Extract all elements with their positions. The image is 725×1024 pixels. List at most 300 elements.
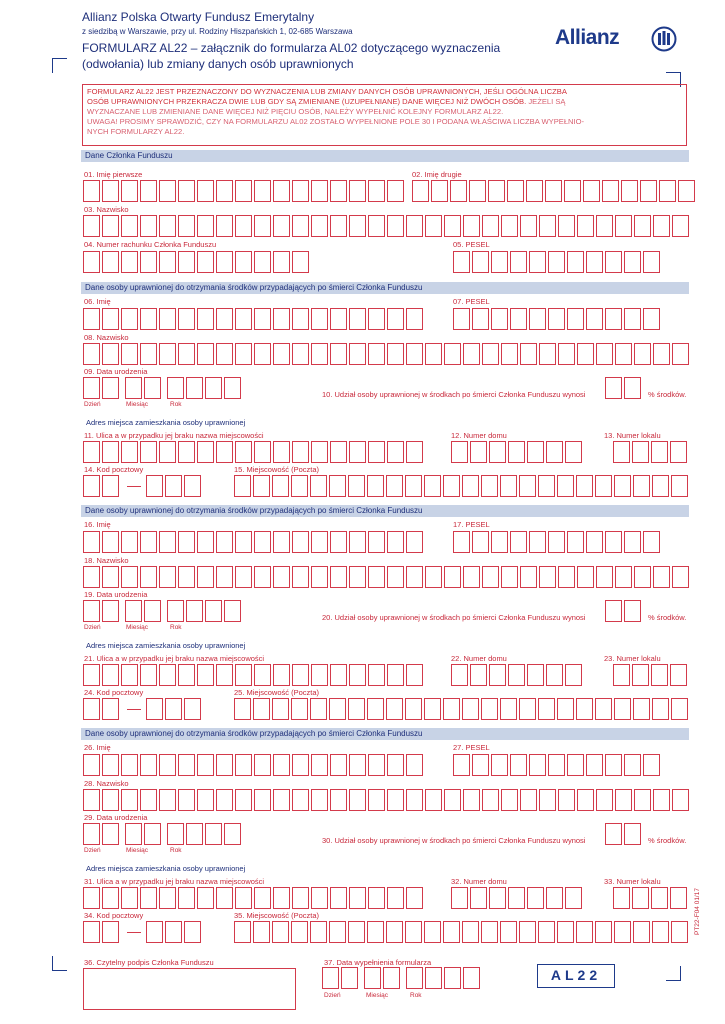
char-box[interactable] [586, 251, 603, 273]
char-box[interactable] [329, 475, 346, 497]
char-box[interactable] [406, 343, 423, 365]
char-box[interactable] [83, 754, 100, 776]
char-box[interactable] [577, 566, 594, 588]
char-box[interactable] [311, 789, 328, 811]
char-box[interactable] [349, 441, 366, 463]
char-box[interactable] [349, 343, 366, 365]
char-box[interactable] [102, 698, 119, 720]
char-box[interactable] [653, 343, 670, 365]
char-box[interactable] [235, 566, 252, 588]
char-box[interactable] [615, 789, 632, 811]
char-box[interactable] [431, 180, 448, 202]
char-box[interactable] [624, 377, 641, 399]
char-box[interactable] [567, 754, 584, 776]
char-box[interactable] [273, 566, 290, 588]
char-box[interactable] [501, 789, 518, 811]
char-box[interactable] [527, 887, 544, 909]
char-box[interactable] [292, 308, 309, 330]
char-box[interactable] [670, 887, 687, 909]
char-box[interactable] [216, 887, 233, 909]
beneficiary-birth-date-boxes[interactable] [83, 377, 243, 399]
char-box[interactable] [254, 789, 271, 811]
char-box[interactable] [310, 475, 327, 497]
char-box[interactable] [519, 475, 536, 497]
char-box[interactable] [614, 921, 631, 943]
char-box[interactable] [539, 215, 556, 237]
char-box[interactable] [406, 754, 423, 776]
char-box[interactable] [643, 308, 660, 330]
char-box[interactable] [165, 698, 182, 720]
char-box[interactable] [565, 664, 582, 686]
char-box[interactable] [83, 921, 100, 943]
char-box[interactable] [539, 566, 556, 588]
char-box[interactable] [405, 475, 422, 497]
char-box[interactable] [614, 698, 631, 720]
char-box[interactable] [368, 887, 385, 909]
beneficiary-surname-boxes[interactable] [83, 566, 691, 588]
char-box[interactable] [349, 566, 366, 588]
char-box[interactable] [565, 441, 582, 463]
char-box[interactable] [216, 789, 233, 811]
char-box[interactable] [254, 180, 271, 202]
char-box[interactable] [121, 343, 138, 365]
char-box[interactable] [178, 887, 195, 909]
char-box[interactable] [424, 698, 441, 720]
char-box[interactable] [167, 823, 184, 845]
beneficiary-surname-boxes[interactable] [83, 343, 691, 365]
char-box[interactable] [140, 441, 157, 463]
char-box[interactable] [643, 754, 660, 776]
char-box[interactable] [235, 754, 252, 776]
char-box[interactable] [539, 789, 556, 811]
char-box[interactable] [83, 531, 100, 553]
char-box[interactable] [216, 180, 233, 202]
char-box[interactable] [671, 698, 688, 720]
char-box[interactable] [529, 531, 546, 553]
char-box[interactable] [292, 180, 309, 202]
char-box[interactable] [453, 531, 470, 553]
char-box[interactable] [634, 789, 651, 811]
char-box[interactable] [234, 698, 251, 720]
char-box[interactable] [387, 664, 404, 686]
char-box[interactable] [102, 789, 119, 811]
char-box[interactable] [564, 180, 581, 202]
char-box[interactable] [254, 754, 271, 776]
char-box[interactable] [406, 308, 423, 330]
city-boxes[interactable] [234, 698, 690, 720]
char-box[interactable] [125, 823, 142, 845]
char-box[interactable] [102, 754, 119, 776]
char-box[interactable] [140, 664, 157, 686]
char-box[interactable] [197, 754, 214, 776]
char-box[interactable] [472, 754, 489, 776]
char-box[interactable] [538, 921, 555, 943]
char-box[interactable] [102, 600, 119, 622]
char-box[interactable] [510, 531, 527, 553]
char-box[interactable] [178, 215, 195, 237]
char-box[interactable] [235, 308, 252, 330]
char-box[interactable] [121, 566, 138, 588]
char-box[interactable] [159, 664, 176, 686]
char-box[interactable] [273, 251, 290, 273]
char-box[interactable] [146, 921, 163, 943]
char-box[interactable] [234, 921, 251, 943]
char-box[interactable] [272, 475, 289, 497]
beneficiary-birth-date-boxes[interactable] [83, 600, 243, 622]
char-box[interactable] [216, 754, 233, 776]
char-box[interactable] [444, 566, 461, 588]
char-box[interactable] [624, 823, 641, 845]
char-box[interactable] [453, 754, 470, 776]
char-box[interactable] [510, 251, 527, 273]
char-box[interactable] [102, 475, 119, 497]
char-box[interactable] [292, 343, 309, 365]
char-box[interactable] [197, 441, 214, 463]
char-box[interactable] [159, 343, 176, 365]
char-box[interactable] [311, 531, 328, 553]
char-box[interactable] [254, 887, 271, 909]
char-box[interactable] [291, 475, 308, 497]
char-box[interactable] [558, 566, 575, 588]
char-box[interactable] [330, 664, 347, 686]
signature-field[interactable] [83, 968, 296, 1010]
char-box[interactable] [444, 967, 461, 989]
char-box[interactable] [406, 967, 423, 989]
char-box[interactable] [254, 308, 271, 330]
char-box[interactable] [330, 180, 347, 202]
char-box[interactable] [500, 698, 517, 720]
street-boxes[interactable] [83, 887, 425, 909]
char-box[interactable] [349, 887, 366, 909]
beneficiary-birth-date-boxes[interactable] [83, 823, 243, 845]
char-box[interactable] [527, 664, 544, 686]
char-box[interactable] [451, 664, 468, 686]
postal-code-part1-boxes[interactable] [83, 475, 121, 497]
char-box[interactable] [292, 664, 309, 686]
char-box[interactable] [501, 566, 518, 588]
char-box[interactable] [234, 475, 251, 497]
char-box[interactable] [330, 215, 347, 237]
char-box[interactable] [412, 180, 429, 202]
char-box[interactable] [235, 664, 252, 686]
char-box[interactable] [387, 887, 404, 909]
char-box[interactable] [529, 754, 546, 776]
char-box[interactable] [387, 754, 404, 776]
char-box[interactable] [311, 343, 328, 365]
char-box[interactable] [651, 441, 668, 463]
char-box[interactable] [292, 754, 309, 776]
char-box[interactable] [557, 475, 574, 497]
char-box[interactable] [83, 566, 100, 588]
second-name-boxes[interactable] [412, 180, 697, 202]
char-box[interactable] [368, 308, 385, 330]
char-box[interactable] [368, 754, 385, 776]
char-box[interactable] [102, 887, 119, 909]
char-box[interactable] [330, 308, 347, 330]
char-box[interactable] [330, 441, 347, 463]
char-box[interactable] [349, 531, 366, 553]
char-box[interactable] [501, 215, 518, 237]
char-box[interactable] [329, 698, 346, 720]
char-box[interactable] [235, 789, 252, 811]
char-box[interactable] [368, 441, 385, 463]
char-box[interactable] [614, 475, 631, 497]
char-box[interactable] [348, 921, 365, 943]
char-box[interactable] [216, 531, 233, 553]
char-box[interactable] [83, 698, 100, 720]
char-box[interactable] [330, 887, 347, 909]
char-box[interactable] [546, 441, 563, 463]
char-box[interactable] [387, 215, 404, 237]
char-box[interactable] [368, 566, 385, 588]
char-box[interactable] [613, 664, 630, 686]
char-box[interactable] [481, 475, 498, 497]
char-box[interactable] [406, 789, 423, 811]
flat-number-boxes[interactable] [613, 441, 689, 463]
char-box[interactable] [526, 180, 543, 202]
beneficiary-first-name-boxes[interactable] [83, 754, 425, 776]
char-box[interactable] [659, 180, 676, 202]
char-box[interactable] [273, 343, 290, 365]
char-box[interactable] [671, 921, 688, 943]
char-box[interactable] [292, 789, 309, 811]
char-box[interactable] [159, 754, 176, 776]
char-box[interactable] [144, 377, 161, 399]
char-box[interactable] [165, 921, 182, 943]
char-box[interactable] [488, 180, 505, 202]
house-number-boxes[interactable] [451, 887, 584, 909]
char-box[interactable] [577, 343, 594, 365]
char-box[interactable] [140, 251, 157, 273]
char-box[interactable] [167, 377, 184, 399]
char-box[interactable] [197, 664, 214, 686]
char-box[interactable] [349, 754, 366, 776]
flat-number-boxes[interactable] [613, 664, 689, 686]
char-box[interactable] [273, 441, 290, 463]
char-box[interactable] [596, 343, 613, 365]
char-box[interactable] [491, 308, 508, 330]
char-box[interactable] [368, 215, 385, 237]
char-box[interactable] [557, 698, 574, 720]
char-box[interactable] [508, 887, 525, 909]
char-box[interactable] [652, 698, 669, 720]
char-box[interactable] [178, 343, 195, 365]
char-box[interactable] [489, 441, 506, 463]
fill-date-boxes[interactable] [322, 967, 482, 989]
char-box[interactable] [576, 698, 593, 720]
char-box[interactable] [508, 664, 525, 686]
char-box[interactable] [520, 343, 537, 365]
char-box[interactable] [678, 180, 695, 202]
char-box[interactable] [349, 215, 366, 237]
char-box[interactable] [470, 887, 487, 909]
char-box[interactable] [387, 441, 404, 463]
street-boxes[interactable] [83, 441, 425, 463]
char-box[interactable] [405, 698, 422, 720]
char-box[interactable] [273, 664, 290, 686]
char-box[interactable] [387, 308, 404, 330]
char-box[interactable] [633, 698, 650, 720]
postal-code-part2-boxes[interactable] [146, 921, 203, 943]
char-box[interactable] [253, 921, 270, 943]
char-box[interactable] [140, 308, 157, 330]
char-box[interactable] [387, 789, 404, 811]
char-box[interactable] [254, 531, 271, 553]
char-box[interactable] [632, 664, 649, 686]
char-box[interactable] [548, 308, 565, 330]
char-box[interactable] [383, 967, 400, 989]
char-box[interactable] [595, 921, 612, 943]
char-box[interactable] [482, 789, 499, 811]
char-box[interactable] [235, 441, 252, 463]
char-box[interactable] [586, 308, 603, 330]
char-box[interactable] [643, 531, 660, 553]
char-box[interactable] [197, 251, 214, 273]
beneficiary-pesel-boxes[interactable] [453, 754, 662, 776]
char-box[interactable] [254, 566, 271, 588]
char-box[interactable] [367, 921, 384, 943]
char-box[interactable] [83, 180, 100, 202]
char-box[interactable] [140, 754, 157, 776]
char-box[interactable] [653, 215, 670, 237]
flat-number-boxes[interactable] [613, 887, 689, 909]
char-box[interactable] [125, 377, 142, 399]
char-box[interactable] [291, 921, 308, 943]
char-box[interactable] [310, 698, 327, 720]
char-box[interactable] [507, 180, 524, 202]
char-box[interactable] [102, 823, 119, 845]
char-box[interactable] [311, 887, 328, 909]
char-box[interactable] [577, 789, 594, 811]
char-box[interactable] [273, 531, 290, 553]
char-box[interactable] [273, 887, 290, 909]
char-box[interactable] [424, 921, 441, 943]
char-box[interactable] [463, 215, 480, 237]
char-box[interactable] [451, 887, 468, 909]
house-number-boxes[interactable] [451, 664, 584, 686]
char-box[interactable] [273, 215, 290, 237]
char-box[interactable] [102, 343, 119, 365]
char-box[interactable] [178, 789, 195, 811]
char-box[interactable] [292, 531, 309, 553]
char-box[interactable] [491, 531, 508, 553]
char-box[interactable] [489, 664, 506, 686]
char-box[interactable] [186, 600, 203, 622]
char-box[interactable] [311, 308, 328, 330]
char-box[interactable] [491, 754, 508, 776]
char-box[interactable] [235, 887, 252, 909]
char-box[interactable] [653, 789, 670, 811]
char-box[interactable] [520, 566, 537, 588]
char-box[interactable] [368, 531, 385, 553]
char-box[interactable] [546, 664, 563, 686]
char-box[interactable] [216, 441, 233, 463]
char-box[interactable] [165, 475, 182, 497]
char-box[interactable] [184, 698, 201, 720]
char-box[interactable] [102, 921, 119, 943]
char-box[interactable] [235, 251, 252, 273]
char-box[interactable] [197, 343, 214, 365]
char-box[interactable] [197, 887, 214, 909]
char-box[interactable] [472, 251, 489, 273]
char-box[interactable] [159, 441, 176, 463]
char-box[interactable] [470, 441, 487, 463]
char-box[interactable] [197, 308, 214, 330]
postal-code-part2-boxes[interactable] [146, 475, 203, 497]
char-box[interactable] [159, 531, 176, 553]
char-box[interactable] [197, 789, 214, 811]
char-box[interactable] [121, 180, 138, 202]
char-box[interactable] [596, 566, 613, 588]
char-box[interactable] [425, 566, 442, 588]
char-box[interactable] [140, 566, 157, 588]
char-box[interactable] [545, 180, 562, 202]
char-box[interactable] [159, 251, 176, 273]
char-box[interactable] [406, 531, 423, 553]
postal-code-part1-boxes[interactable] [83, 698, 121, 720]
char-box[interactable] [140, 789, 157, 811]
char-box[interactable] [605, 531, 622, 553]
char-box[interactable] [146, 475, 163, 497]
char-box[interactable] [368, 343, 385, 365]
postal-code-part2-boxes[interactable] [146, 698, 203, 720]
beneficiary-first-name-boxes[interactable] [83, 308, 425, 330]
char-box[interactable] [406, 566, 423, 588]
char-box[interactable] [386, 475, 403, 497]
char-box[interactable] [672, 343, 689, 365]
char-box[interactable] [184, 921, 201, 943]
char-box[interactable] [330, 789, 347, 811]
char-box[interactable] [178, 754, 195, 776]
char-box[interactable] [406, 887, 423, 909]
char-box[interactable] [205, 600, 222, 622]
char-box[interactable] [567, 531, 584, 553]
char-box[interactable] [368, 664, 385, 686]
char-box[interactable] [387, 566, 404, 588]
char-box[interactable] [481, 698, 498, 720]
char-box[interactable] [548, 531, 565, 553]
char-box[interactable] [605, 754, 622, 776]
char-box[interactable] [621, 180, 638, 202]
char-box[interactable] [453, 251, 470, 273]
char-box[interactable] [632, 441, 649, 463]
char-box[interactable] [558, 789, 575, 811]
char-box[interactable] [273, 180, 290, 202]
char-box[interactable] [519, 921, 536, 943]
char-box[interactable] [482, 343, 499, 365]
char-box[interactable] [558, 343, 575, 365]
char-box[interactable] [330, 566, 347, 588]
char-box[interactable] [178, 664, 195, 686]
char-box[interactable] [368, 180, 385, 202]
char-box[interactable] [576, 921, 593, 943]
char-box[interactable] [322, 967, 339, 989]
char-box[interactable] [348, 475, 365, 497]
char-box[interactable] [558, 215, 575, 237]
share-percent-boxes[interactable] [605, 600, 643, 622]
char-box[interactable] [470, 664, 487, 686]
char-box[interactable] [577, 215, 594, 237]
char-box[interactable] [652, 921, 669, 943]
share-percent-boxes[interactable] [605, 377, 643, 399]
char-box[interactable] [546, 887, 563, 909]
city-boxes[interactable] [234, 921, 690, 943]
char-box[interactable] [140, 531, 157, 553]
char-box[interactable] [83, 308, 100, 330]
account-number-boxes[interactable] [83, 251, 311, 273]
char-box[interactable] [671, 475, 688, 497]
char-box[interactable] [634, 566, 651, 588]
